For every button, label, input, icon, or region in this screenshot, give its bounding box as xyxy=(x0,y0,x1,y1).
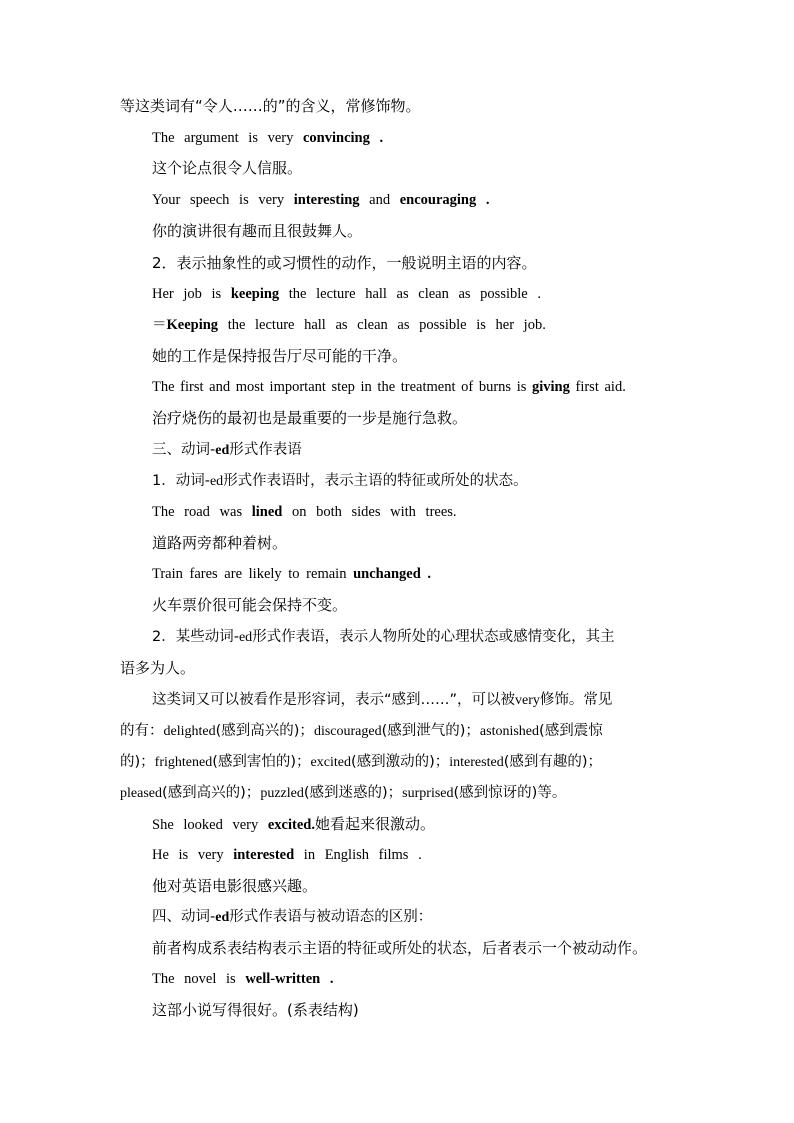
sentence-text: Your speech is very xyxy=(152,192,294,208)
sentence-end: . xyxy=(369,130,384,146)
rule-text: 形式作表语时，表示主语的特征或所处的状态。 xyxy=(223,473,528,489)
vocab-gloss: (感到害怕的)； xyxy=(212,754,311,770)
vocab-word: excited xyxy=(310,755,351,770)
paragraph-text: 修饰。常见 xyxy=(539,692,613,708)
vocab-word: interested xyxy=(449,755,504,770)
example-sentence xyxy=(152,190,490,210)
sentence-text: first aid. xyxy=(569,379,626,395)
translation-line: 他对英语电影很感兴趣。 xyxy=(152,877,318,895)
paragraph-line xyxy=(120,721,603,742)
keyword: interesting xyxy=(293,192,360,208)
sentence-end: . xyxy=(420,566,432,582)
keyword: well-written xyxy=(245,971,321,987)
vocab-word: very xyxy=(515,693,540,708)
example-sentence xyxy=(152,284,541,304)
vocab-gloss: (感到迷惑的)； xyxy=(303,785,403,801)
translation-line: 她的工作是保持报告厅尽可能的干净。 xyxy=(152,347,408,365)
heading-text: 形式作表语与被动语态的区别： xyxy=(229,909,433,925)
sentence-text: Her job is xyxy=(152,286,231,302)
sentence-text: The novel is xyxy=(152,971,246,987)
sentence-text: the lecture hall as clean as possible is her job. xyxy=(218,317,546,333)
paragraph-line xyxy=(152,690,612,711)
keyword: unchanged xyxy=(353,566,421,582)
paragraph-line xyxy=(120,752,602,773)
rule-term: ed xyxy=(209,474,224,489)
paragraph-text: 的有： xyxy=(120,723,164,739)
vocab-gloss: (感到高兴的)； xyxy=(161,785,261,801)
vocab-gloss: 的)； xyxy=(120,754,155,770)
rule-heading: 2．表示抽象性的或习惯性的动作，一般说明主语的内容。 xyxy=(152,254,537,272)
rule-term: ed xyxy=(238,630,253,645)
sentence-text: in English films . xyxy=(294,847,422,863)
keyword: excited. xyxy=(267,817,315,833)
translation-line: 这个论点很令人信服。 xyxy=(152,159,303,177)
translation-line: 火车票价很可能会保持不变。 xyxy=(152,596,348,614)
example-sentence xyxy=(152,814,435,835)
example-sentence xyxy=(152,377,626,397)
heading-text: 四、动词- xyxy=(152,909,216,925)
example-sentence xyxy=(152,315,546,335)
paragraph-line: 等这类词有“令人……的”的含义，常修饰物。 xyxy=(120,97,421,115)
vocab-gloss: (感到泄气的)； xyxy=(381,723,480,739)
sentence-text: He is very xyxy=(152,847,234,863)
section-heading xyxy=(152,907,432,928)
heading-term: ed xyxy=(215,910,230,925)
sentence-text: The road was xyxy=(152,504,252,520)
example-sentence xyxy=(152,502,457,522)
keyword: lined xyxy=(251,504,283,520)
keyword: convincing xyxy=(302,130,370,146)
paragraph-line: 前者构成系表结构表示主语的特征或所处的状态，后者表示一个被动动作。 xyxy=(152,939,648,957)
sentence-end: . xyxy=(320,971,334,987)
keyword: keeping xyxy=(230,286,280,302)
paragraph-text: 这类词又可以被看作是形容词，表示“感到……”，可以被 xyxy=(152,692,516,708)
vocab-word: pleased xyxy=(120,786,162,801)
example-sentence xyxy=(152,564,431,584)
keyword: Keeping xyxy=(166,317,219,333)
sentence-text: and xyxy=(359,192,400,208)
keyword: interested xyxy=(233,847,295,863)
sentence-text: The argument is very xyxy=(152,130,303,146)
equals-sign: ＝ xyxy=(152,317,167,333)
vocab-gloss: (感到高兴的)； xyxy=(215,723,314,739)
vocab-word: astonished xyxy=(479,724,540,739)
heading-text: 三、动词- xyxy=(152,442,216,458)
translation-line: 道路两旁都种着树。 xyxy=(152,534,288,552)
section-heading xyxy=(152,440,302,461)
rule-text: 1．动词- xyxy=(152,473,210,489)
example-sentence xyxy=(152,128,383,148)
translation-line: 你的演讲很有趣而且很鼓舞人。 xyxy=(152,222,363,240)
heading-term: ed xyxy=(215,443,230,458)
rule-heading xyxy=(152,627,615,648)
example-sentence xyxy=(152,845,422,865)
translation-line: 治疗烧伤的最初也是最重要的一步是施行急救。 xyxy=(152,409,468,427)
paragraph-line xyxy=(120,783,566,804)
heading-text: 形式作表语 xyxy=(229,442,302,458)
example-sentence xyxy=(152,969,333,989)
sentence-text: the lecture hall as clean as possible . xyxy=(279,286,541,302)
rule-text: 2．某些动词- xyxy=(152,629,239,645)
rule-heading xyxy=(152,471,528,492)
keyword: giving xyxy=(532,379,570,395)
rule-text: 形式作表语，表示人物所处的心理状态或感情变化，其主 xyxy=(252,629,615,645)
sentence-text: on both sides with trees. xyxy=(282,504,457,520)
sentence-end: . xyxy=(476,192,490,208)
vocab-gloss: (感到有趣的)； xyxy=(503,754,603,770)
sentence-text: She looked very xyxy=(152,817,268,833)
vocab-word: puzzled xyxy=(260,786,304,801)
vocab-gloss: (感到激动的)； xyxy=(350,754,450,770)
sentence-text: The first and most important step in the treatment of burns is xyxy=(152,379,532,395)
vocab-word: frightened xyxy=(154,755,213,770)
translation-inline: 她看起来很激动。 xyxy=(314,815,435,833)
paragraph-line: 语多为人。 xyxy=(120,659,196,677)
vocab-gloss: (感到惊讶的)等。 xyxy=(453,785,567,801)
vocab-gloss: (感到震惊 xyxy=(539,723,603,739)
sentence-text: Train fares are likely to remain xyxy=(152,566,354,582)
vocab-word: delighted xyxy=(163,724,216,739)
translation-line: 这部小说写得很好。(系表结构) xyxy=(152,1001,359,1019)
keyword: encouraging xyxy=(399,192,477,208)
vocab-word: discouraged xyxy=(313,724,382,739)
vocab-word: surprised xyxy=(402,786,454,801)
